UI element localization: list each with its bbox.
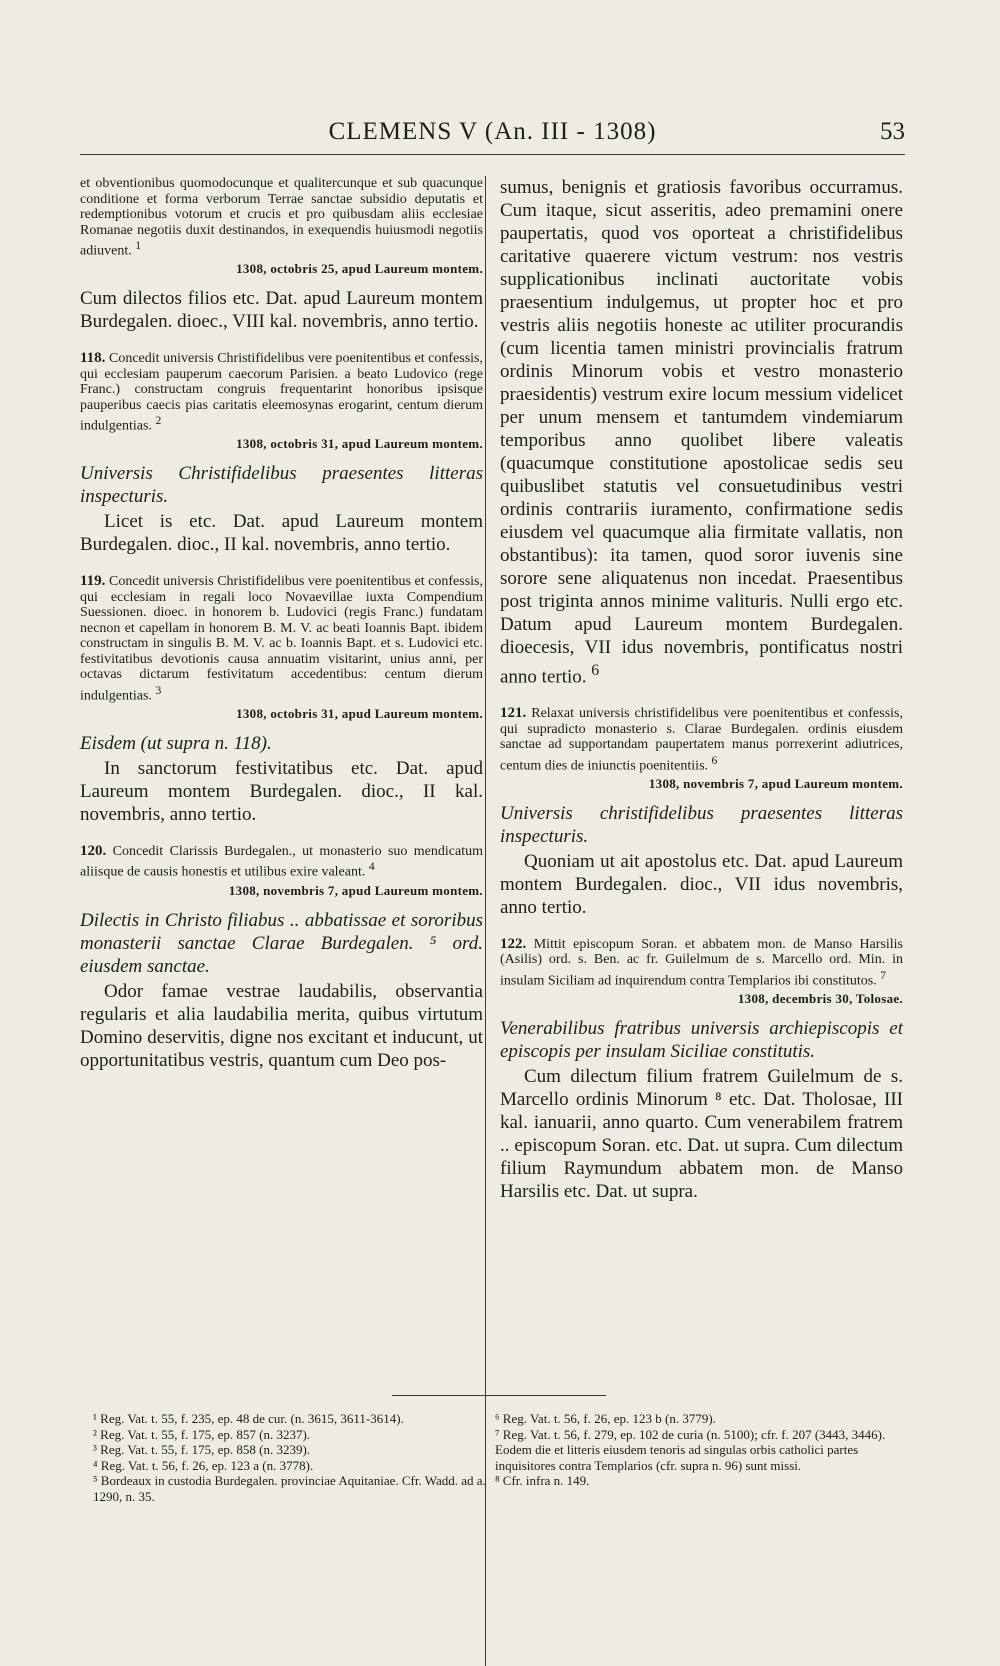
entry-address: Dilectis in Christo filiabus .. abbatissae et sororibus monasterii sanctae Clarae Burdegalen. ⁵ ord. eiusdem sanctae. bbox=[80, 909, 483, 977]
entry-date: 1308, novembris 7, apud Laureum montem. bbox=[228, 882, 483, 898]
footnote-ref: 4 bbox=[368, 860, 375, 874]
page-number: 53 bbox=[880, 118, 905, 145]
footnotes-left bbox=[93, 1411, 493, 1504]
entry-date: 1308, octobris 25, apud Laureum montem. bbox=[236, 261, 483, 277]
entry-address: Venerabilibus fratribus universis archiepiscopis et episcopis per insulam Siciliae constitutis. bbox=[500, 1018, 903, 1063]
continued-summary: et obventionibus quomodocunque et qualitercunque et sub quacunque conditione et forma verborum Terrae sanctae subsidio deputatis et redemptionibus votorum et crucis et pro quibusdam aliis ecclesiae Romanae negotiis duxit destinandos, in exequendis huiusmodi negotiis adiuvent. $^1$ bbox=[80, 176, 483, 259]
letter-body: Odor famae vestrae laudabilis, observantia regularis et alia laudabilia merita, quibus virtutum Domino deservitis, digne nos excitant et inducunt, ut opportunitatibus vestris, quantum cum Deo pos- bbox=[80, 980, 483, 1071]
entry-122-summary: 122. Mittit episcopum Soran. et abbatem mon. de Manso Harsilis (Asilis) ord. s. Ben. ac fr. Guilelmum de s. Marcello ord. Min. in insulam Siciliam ad inquirendum contra Templarios ibi constitutos. $^7$ bbox=[500, 935, 904, 989]
entry-118-summary: 118. Concedit universis Christifidelibus vere poenitentibus et confessis, qui ecclesiam pauperum caecorum Parisien. a beato Ludovico (rege Franc.) constructam congruis frequentarint honoribus ipsisque pauperibus caecis pias caritatis eleemosynas erogarint, centum dierum indulgentias. $^2$ bbox=[80, 350, 483, 434]
footnotes-right bbox=[495, 1411, 895, 1489]
footnote-ref: 1 bbox=[135, 239, 142, 252]
footnote: ⁵ Bordeaux in custodia Burdegalen. provinciae Aquitaniae. Cfr. Wadd. ad a. 1290, n. 35. bbox=[93, 1473, 486, 1504]
letter-body: In sanctorum festivitatibus etc. Dat. apud Laureum montem Burdegalen. dioc., II kal. novembris, anno tertio. bbox=[80, 757, 483, 825]
entry-number: 120. bbox=[80, 842, 107, 859]
footnote-ref: 3 bbox=[155, 683, 162, 697]
entry-address: Universis Christifidelibus praesentes litteras inspecturis. bbox=[80, 463, 483, 508]
footnote: ³ Reg. Vat. t. 55, f. 175, ep. 858 (n. 3239). bbox=[93, 1442, 311, 1457]
entry-date: 1308, novembris 7, apud Laureum montem. bbox=[648, 775, 903, 791]
footnote: ² Reg. Vat. t. 55, f. 175, ep. 857 (n. 3237). bbox=[93, 1426, 311, 1442]
entry-121-summary: 121. Relaxat universis christifidelibus vere poenitentibus et confessis, qui supradicto monasterio s. Clarae Burdegalen. ordinis eiusdem sanctae ad supportandam paupertatem manus porrexerint adiutrices, centum dies de iniunctis poenitentiis. $^6$ bbox=[500, 705, 903, 774]
left-column bbox=[80, 176, 483, 1090]
letter-body: sumus, benignis et gratiosis favoribus occurramus. Cum itaque, sicut asseritis, adeo premamini onere paupertatis, quod vos oporteat a christifidelibus caritative quaerere victum vestrum: nos vestris supplicationibus inclinati auctoritate vobis praesentium indulgemus, ut propter hoc et pro vestris aliis negotiis honeste ac utiliter procurandis (cum licentia tamen ministri provincialis fratrum ordinis Minorum vobis et vestro monasterio praesidentis) vestrum exire locum messium videlicet per unum mensem et tantumdem vindemiarum temporibus anno quolibet libere valeatis (quacumque constitutione apostolicae sedis seu quibuslibet statutis vel consuetudinibus vestri ordinis contrariis iuramento, confirmatione sedis eiusdem vel quacumque alia firmitate vallatis, non obstantibus): ita tamen, quod soror iuvenis sine sorore sene aliquatenus non incedat. Praesentibus post triginta annos minime valituris. Nulli ergo etc. Datum apud Laureum montem Burdegalen. dioecesis, VII idus novembris, pontificatus nostri anno tertio. $^6$ bbox=[500, 177, 903, 688]
footnote-ref: 7 bbox=[880, 968, 887, 982]
entry-number: 118. bbox=[80, 350, 106, 367]
entry-date: 1308, octobris 31, apud Laureum montem. bbox=[236, 436, 483, 452]
footnote-ref: 6 bbox=[711, 753, 718, 767]
entry-number: 122. bbox=[500, 935, 527, 952]
right-column bbox=[500, 176, 903, 1221]
footnote: ⁸ Cfr. infra n. 149. bbox=[495, 1473, 590, 1488]
footnote: ⁴ Reg. Vat. t. 56, f. 26, ep. 123 a (n. 3778). bbox=[93, 1457, 314, 1473]
entry-120-summary: 120. Concedit Clarissis Burdegalen., ut monasterio suo mendicatum aliisque de causis honestis et utilibus exire valeant. $^4$ bbox=[80, 842, 483, 881]
entry-number: 119. bbox=[80, 573, 106, 590]
entry-number: 121. bbox=[500, 705, 527, 722]
footnote-separator bbox=[392, 1395, 606, 1396]
footnote-ref: 6 bbox=[591, 662, 600, 679]
footnote: ⁷ Reg. Vat. t. 56, f. 279, ep. 102 de curia (n. 5100); cfr. f. 207 (3443, 3446). Eodem die et litteris eiusdem tenoris ad singulas orbis catholici partes inquisitores contra Templarios (cfr. supra n. 96) sunt missi. bbox=[495, 1426, 886, 1473]
letter-body: Licet is etc. Dat. apud Laureum montem Burdegalen. dioc., II kal. novembris, anno tertio. bbox=[80, 511, 483, 556]
footnote-ref: 2 bbox=[155, 414, 162, 428]
letter-body: Cum dilectos filios etc. Dat. apud Laureum montem Burdegalen. dioec., VIII kal. novembris, anno tertio. bbox=[80, 288, 483, 333]
entry-address: Eisdem (ut supra n. 118). bbox=[80, 732, 272, 754]
entry-date: 1308, octobris 31, apud Laureum montem. bbox=[236, 705, 483, 721]
running-title: CLEMENS V (An. III - 1308) bbox=[328, 118, 657, 145]
running-header bbox=[80, 118, 905, 155]
letter-body: Quoniam ut ait apostolus etc. Dat. apud Laureum montem Burdegalen. dioc., VII idus novembris, anno tertio. bbox=[500, 850, 903, 918]
entry-date: 1308, decembris 30, Tolosae. bbox=[737, 991, 903, 1007]
entry-119-summary: 119. Concedit universis Christifidelibus vere poenitentibus et confessis, qui ecclesiam in regali loco Novaevillae iuxta Compendium Suessionen. dioec. in honorem b. Ludovici (regis Franc.) fundatam necnon et capellam in honorem B. M. V. ac beati Ioannis Bapt. ibidem constructam in singulis B. M. V. ac b. Ioannis Bapt. et s. Ludovici etc. festivitatibus devotionis causa annuatim visitarint, unius anni, per octavas dictarum festivitatum accedentibus: centum dierum indulgentias. $^3$ bbox=[80, 573, 483, 704]
footnote: ⁶ Reg. Vat. t. 56, f. 26, ep. 123 b (n. 3779). bbox=[495, 1411, 716, 1426]
entry-address: Universis christifidelibus praesentes litteras inspecturis. bbox=[500, 802, 903, 847]
letter-body: Cum dilectum filium fratrem Guilelmum de s. Marcello ordinis Minorum ⁸ etc. Dat. Tholosae, III kal. ianuarii, anno quarto. Cum venerabilem fratrem .. episcopum Soran. etc. Dat. ut supra. Cum dilectum filium Raymundum abbatem mon. de Manso Harsilis etc. Dat. ut supra. bbox=[500, 1066, 903, 1203]
footnote: ¹ Reg. Vat. t. 55, f. 235, ep. 48 de cur. (n. 3615, 3611-3614). bbox=[93, 1411, 404, 1426]
